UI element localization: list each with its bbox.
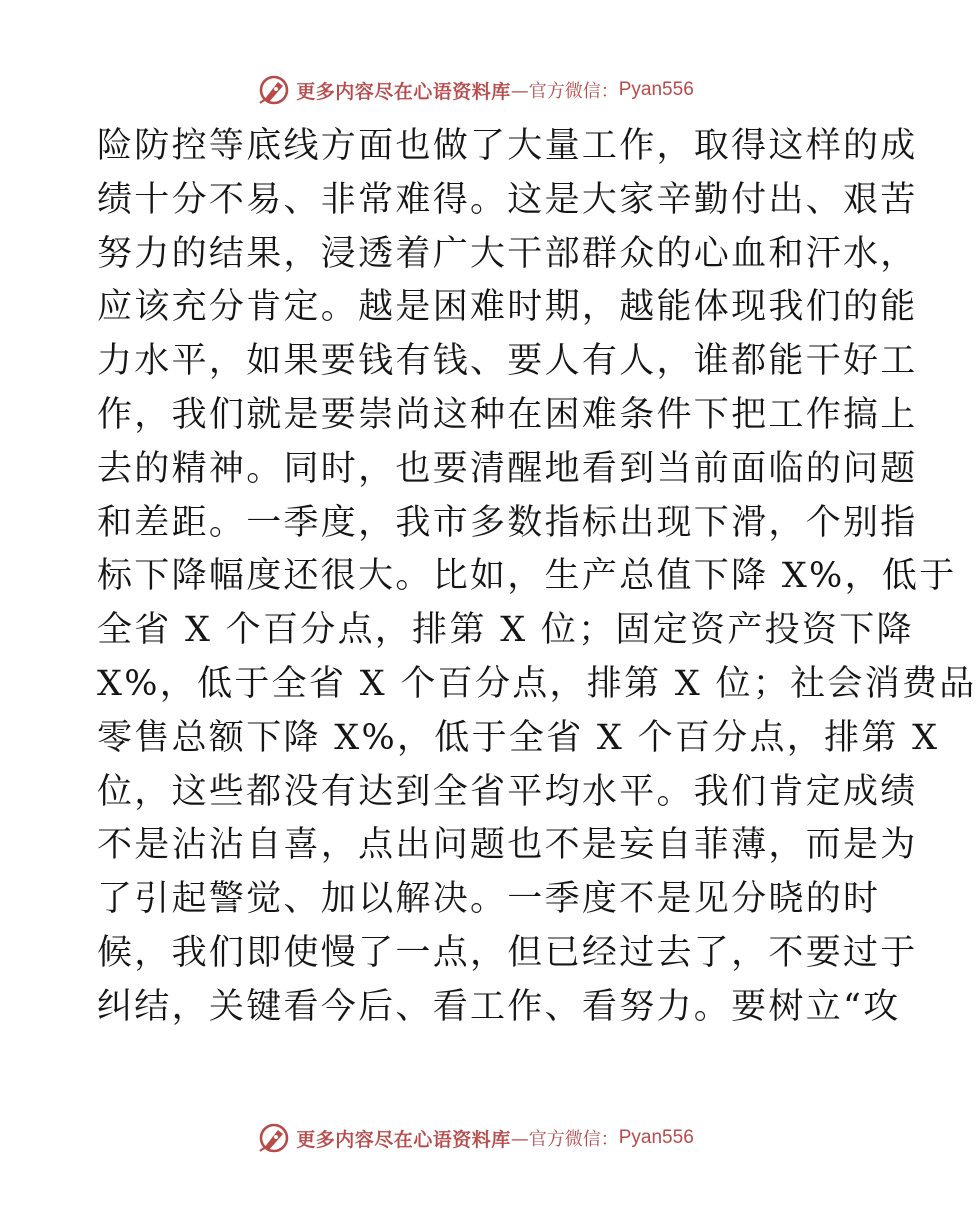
header-banner (0, 70, 950, 110)
banner-site-text: 更多内容尽在心语资料库 (296, 1128, 511, 1151)
text-line: 绩十分不易、非常难得。这是大家辛勤付出、艰苦 (97, 179, 918, 220)
pen-nib-circle-icon (256, 72, 292, 108)
text-line: 了引起警觉、加以解决。一季度不是见分晓的时 (97, 879, 881, 920)
text-line: 作，我们就是要崇尚这种在困难条件下把工作搞上 (97, 394, 918, 435)
banner-account-id: Pyan556 (618, 79, 694, 100)
banner-account-id: Pyan556 (618, 1127, 694, 1148)
banner-site-text: 更多内容尽在心语资料库 (296, 80, 511, 103)
text-line: 和差距。一季度，我市多数指标出现下滑，个别指 (97, 502, 918, 543)
footer-banner (0, 1118, 950, 1158)
text-line: X%，低于全省 X 个百分点，排第 X 位；社会消费品 (97, 663, 977, 704)
text-line: 努力的结果，浸透着广大干部群众的心血和汗水， (97, 233, 918, 274)
text-line: 险防控等底线方面也做了大量工作，取得这样的成 (97, 126, 918, 166)
text-line: 标下降幅度还很大。比如，生产总值下降 X%，低于 (97, 556, 957, 597)
banner-official-label: —官方微信： (510, 81, 619, 102)
text-line: 位，这些都没有达到全省平均水平。我们肯定成绩 (97, 771, 918, 812)
body-text (97, 120, 977, 1035)
text-line: 去的精神。同时，也要清醒地看到当前面临的问题 (97, 448, 918, 489)
text-line: 候，我们即使慢了一点，但已经过去了，不要过于 (97, 932, 918, 973)
text-line: 纠结，关键看今后、看工作、看努力。要树立“攻 (97, 986, 901, 1027)
banner-official-label: —官方微信： (510, 1129, 619, 1150)
text-line: 零售总额下降 X%，低于全省 X 个百分点，排第 X (97, 717, 940, 758)
pen-nib-circle-icon (256, 1120, 292, 1156)
text-line: 应该充分肯定。越是困难时期，越能体现我们的能 (97, 287, 918, 328)
text-line: 力水平，如果要钱有钱、要人有人，谁都能干好工 (97, 341, 918, 382)
text-line: 不是沾沾自喜，点出问题也不是妄自菲薄，而是为 (97, 825, 918, 866)
text-line: 全省 X 个百分点，排第 X 位；固定资产投资下降 (97, 610, 914, 651)
